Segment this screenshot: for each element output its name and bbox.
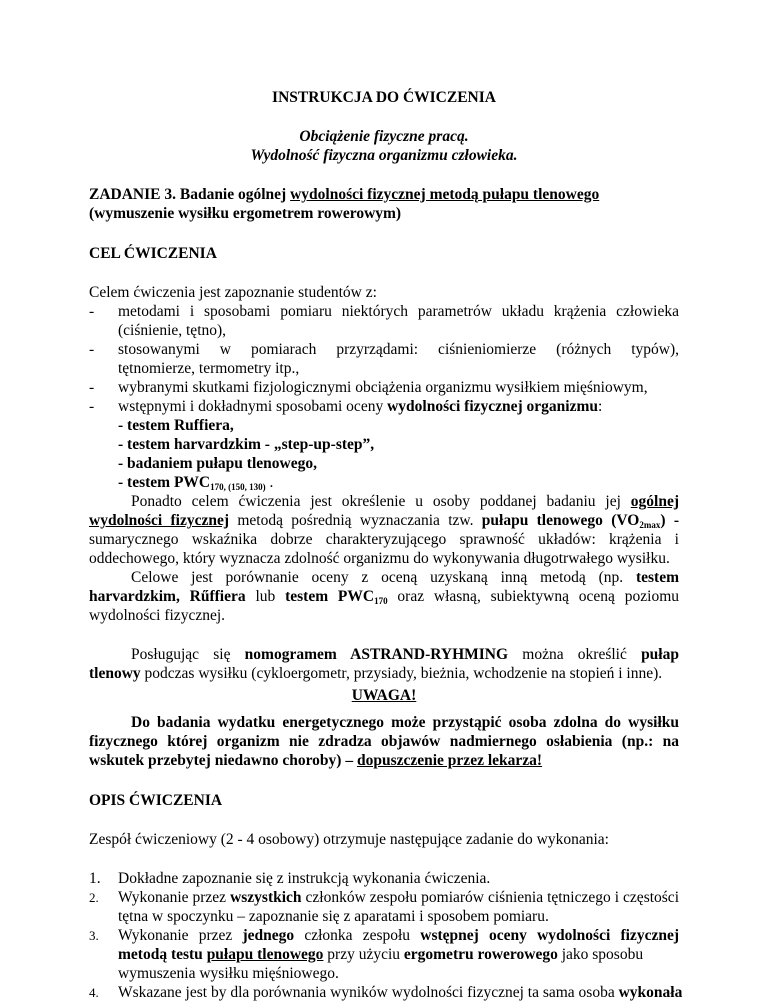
- subtitle-1: Obciążenie fizyczne pracą.: [299, 128, 469, 145]
- section-goal-heading: CEL ĆWICZENIA: [89, 245, 217, 262]
- warning-line-1: Do badania wydatku energetycznego może przystąpić osoba zdolna do wysiłku: [131, 714, 679, 731]
- warning-line-2: fizycznego której organizm nie zdradza objawów nadmiernego osłabienia (np.: na: [89, 733, 679, 750]
- para-3-line-2: tlenowy podczas wysiłku (cykloergometr, przysiady, bieżnia, wchodzenie na stopień i inne).: [89, 665, 663, 682]
- para-1-line-2: wydolności fizycznej metodą pośrednią wyznaczania tzw. pułapu tlenowego $(VO_{2max})$ -: [89, 512, 679, 530]
- step-3a: Wykonanie przez jednego członka zespołu wstępnej oceny wydolności fizycznej: [118, 927, 679, 944]
- section-desc-heading: OPIS ĆWICZENIA: [89, 792, 223, 809]
- list-item-3: wybranymi skutkami fizjologicznymi obciążenia organizmu wysiłkiem mięśniowym,: [118, 379, 648, 396]
- step-number: 1.: [89, 870, 101, 887]
- list-dash: -: [89, 398, 95, 415]
- list-dash: -: [89, 341, 95, 358]
- test-item-3: - badaniem pułapu tlenowego,: [118, 455, 317, 472]
- list-dash: -: [89, 303, 95, 320]
- task-heading: ZADANIE 3. Badanie ogólnej wydolności fizycznej metodą pułapu tlenowego: [89, 186, 600, 203]
- list-item-2a: stosowanymi w pomiarach przyrządami: ciśnieniomierze (różnych typów),: [118, 341, 679, 358]
- goal-intro: Celem ćwiczenia jest zapoznanie studentów z:: [89, 284, 377, 301]
- list-item-2b: tętnomierze, termometry itp.,: [118, 360, 300, 377]
- list-dash: -: [89, 379, 95, 396]
- list-item-1b: (ciśnienie, tętno),: [118, 322, 227, 339]
- step-number: 3.: [89, 928, 99, 943]
- para-1-line-3: sumarycznego wskaźnika dobrze charakteryzującego sprawność układów: krążenia i: [89, 531, 679, 548]
- list-item-4: wstępnymi i dokładnymi sposobami oceny wydolności fizycznej organizmu:: [118, 398, 603, 415]
- desc-intro: Zespół ćwiczeniowy (2 - 4 osobowy) otrzymuje następujące zadanie do wykonania:: [89, 831, 609, 848]
- warning-line-3: wskutek przebytej niedawno choroby) – dopuszczenie przez lekarza!: [89, 752, 543, 769]
- para-2-line-3: wydolności fizycznej.: [89, 607, 226, 624]
- para-2-line-2: harvardzkim, Rűffiera lub testem $PWC_{170}$ oraz własną, subiektywną oceną poziomu: [89, 588, 679, 606]
- step-number: 4.: [89, 985, 99, 1000]
- step-4a: Wskazane jest by dla porównania wyników wydolności fizycznej ta sama osoba wykonała: [118, 984, 683, 1001]
- subtitle-2: Wydolność fizyczna organizmu człowieka.: [250, 147, 518, 164]
- test-item-2: - testem harvardzkim - „step-up-step”,: [118, 436, 375, 453]
- step-number: 2.: [89, 890, 99, 905]
- step-3b: metodą testu pułapu tlenowego przy użyciu ergometru rowerowego jako sposobu: [118, 946, 644, 963]
- para-1-line-1: Ponadto celem ćwiczenia jest określenie u osoby poddanej badaniu jej ogólnej: [131, 493, 679, 510]
- step-3c: wymuszenia wysiłku mięśniowego.: [118, 965, 339, 982]
- step-2a: Wykonanie przez wszystkich członków zespołu pomiarów ciśnienia tętniczego i częstości: [118, 889, 679, 906]
- step-1: Dokładne zapoznanie się z instrukcją wykonania ćwiczenia.: [118, 870, 491, 887]
- test-item-4: - testem $PWC_{170, (150, 130)}$ .: [118, 474, 274, 492]
- para-2-line-1: Celowe jest porównanie oceny z oceną uzyskaną inną metodą (np. testem: [131, 569, 679, 586]
- task-heading-cont: (wymuszenie wysiłku ergometrem rowerowym): [89, 205, 402, 222]
- para-3-line-1: Posługując się nomogramem ASTRAND-RYHMING można określić pułap: [131, 646, 679, 663]
- test-item-1: - testem Ruffiera,: [118, 417, 234, 434]
- warning-heading: UWAGA!: [351, 687, 417, 704]
- step-2b: tętna w spoczynku – zapoznanie się z aparatami i sposobem pomiaru.: [118, 908, 549, 925]
- para-1-line-4: oddechowego, który wyznacza zdolność organizmu do wykonywania długotrwałego wysiłku.: [89, 550, 670, 567]
- doc-title: INSTRUKCJA DO ĆWICZENIA: [272, 89, 496, 106]
- list-item-1a: metodami i sposobami pomiaru niektórych parametrów układu krążenia człowieka: [118, 303, 679, 320]
